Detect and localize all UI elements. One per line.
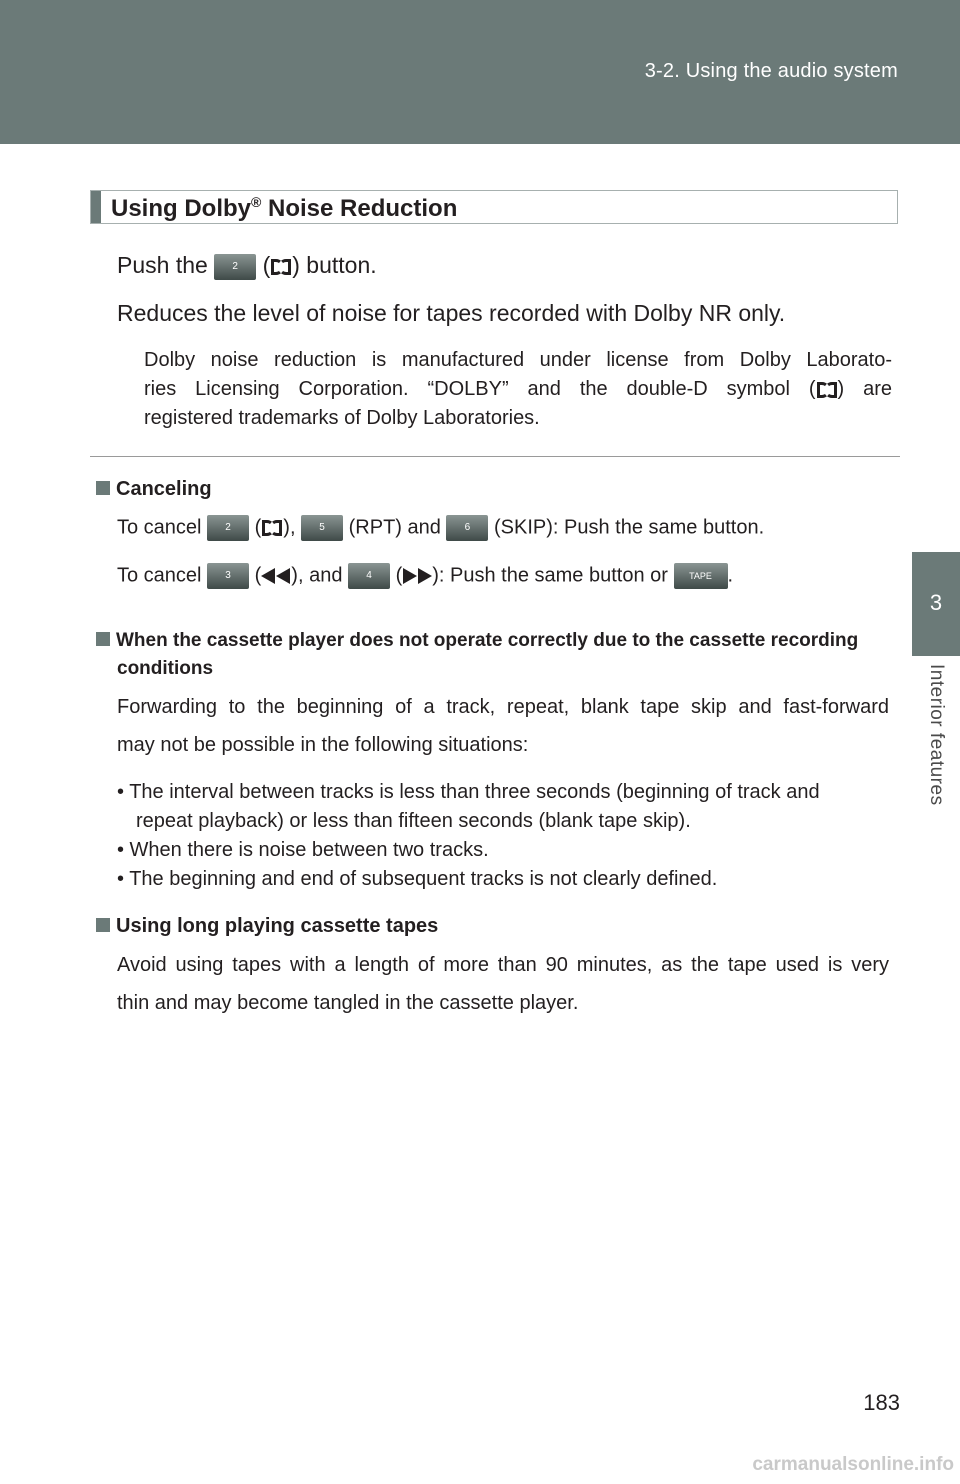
push-paren-open: (: [262, 252, 271, 278]
fast-forward-icon: [402, 568, 432, 584]
canceling-heading: [96, 478, 212, 501]
preset-button-2-icon: 2: [214, 254, 256, 280]
rewind-icon: [261, 568, 291, 584]
dolby-note-line2: [144, 378, 892, 401]
canceling-heading-text: Canceling: [116, 478, 212, 500]
push-text-post: ) button.: [292, 252, 377, 278]
preset-button-6-icon: 6: [446, 515, 488, 541]
cassette-bullet1-line2: repeat playback) or less than fifteen seconds (blank tape skip).: [136, 810, 691, 832]
preset-button-4-icon: 4: [348, 563, 390, 589]
skip-text: (SKIP): Push the same button.: [494, 516, 765, 539]
chapter-number: 3: [929, 590, 943, 615]
section-breadcrumb: 3-2. Using the audio system: [644, 60, 898, 82]
cancel-text: To cancel: [117, 516, 202, 539]
dolby-note-line3: registered trademarks of Dolby Laboratories.: [144, 407, 540, 429]
preset-button-5-icon: 5: [301, 515, 343, 541]
longplay-heading: [96, 915, 438, 938]
dolby-note-line1: Dolby noise reduction is manufactured under license from Dolby Laborato-: [144, 349, 892, 371]
longplay-heading-text: Using long playing cassette tapes: [116, 915, 439, 937]
section-title-bar: [90, 190, 898, 224]
divider: [90, 456, 900, 457]
preset-button-2-icon: 2: [207, 515, 249, 541]
push-text-pre: Push the: [117, 252, 208, 278]
tape-button-icon: TAPE: [674, 563, 728, 589]
canceling-line2: [117, 563, 733, 589]
rpt-text: (RPT) and: [348, 516, 441, 539]
cassette-para-line2: may not be possible in the following situations:: [117, 734, 529, 756]
section-title-rest: Noise Reduction: [261, 195, 458, 222]
reduces-text: Reduces the level of noise for tapes recorded with Dolby NR only.: [117, 300, 786, 326]
dolby-double-d-icon: [270, 258, 292, 276]
paren-close: ), and: [291, 564, 343, 587]
cassette-bullet1-line1: • The interval between tracks is less than three seconds (beginning of track and: [117, 781, 820, 803]
longplay-para-line1: Avoid using tapes with a length of more than 90 minutes, as the tape used is very: [117, 954, 889, 976]
chapter-label-text: Interior features: [926, 664, 947, 806]
cassette-para-line1: Forwarding to the beginning of a track, repeat, blank tape skip and fast-forward: [117, 696, 889, 718]
cassette-heading: [96, 630, 858, 652]
paren-close: ),: [283, 516, 296, 539]
cassette-bullet2: • When there is noise between two tracks.: [117, 839, 489, 861]
period: .: [727, 564, 734, 587]
preset-button-3-icon: 3: [207, 563, 249, 589]
section-title: [111, 194, 457, 223]
cassette-heading-line1: When the cassette player does not operate correctly due to the cassette recording: [116, 630, 859, 651]
paren-open: (: [254, 516, 262, 539]
page-header: [0, 0, 960, 144]
push-instruction: [117, 252, 377, 280]
section-title-marker: [91, 191, 101, 223]
chapter-label: [916, 664, 956, 834]
dolby-double-d-icon: [816, 381, 838, 399]
square-bullet-icon: [96, 632, 110, 646]
cassette-heading-line2: conditions: [117, 658, 214, 679]
registered-mark: ®: [251, 194, 262, 210]
chapter-tab: [912, 552, 960, 656]
cassette-bullet3: • The beginning and end of subsequent tracks is not clearly defined.: [117, 868, 718, 890]
section-title-text: Using Dolby: [111, 195, 252, 222]
cancel-text: To cancel: [117, 564, 202, 587]
paren-open: (: [254, 564, 262, 587]
canceling-line1: [117, 515, 764, 541]
dolby-note-line2-b: ) are: [837, 378, 892, 400]
dolby-note-line2-a: ries Licensing Corporation. “DOLBY” and the double-D symbol (: [144, 378, 816, 400]
push-same-text: ): Push the same button or: [432, 564, 668, 587]
square-bullet-icon: [96, 481, 110, 495]
dolby-double-d-icon: [261, 519, 283, 537]
longplay-para-line2: thin and may become tangled in the cassette player.: [117, 992, 579, 1014]
square-bullet-icon: [96, 918, 110, 932]
watermark: carmanualsonline.info: [752, 1454, 954, 1475]
page-number: 183: [863, 1390, 900, 1415]
paren-open: (: [395, 564, 403, 587]
